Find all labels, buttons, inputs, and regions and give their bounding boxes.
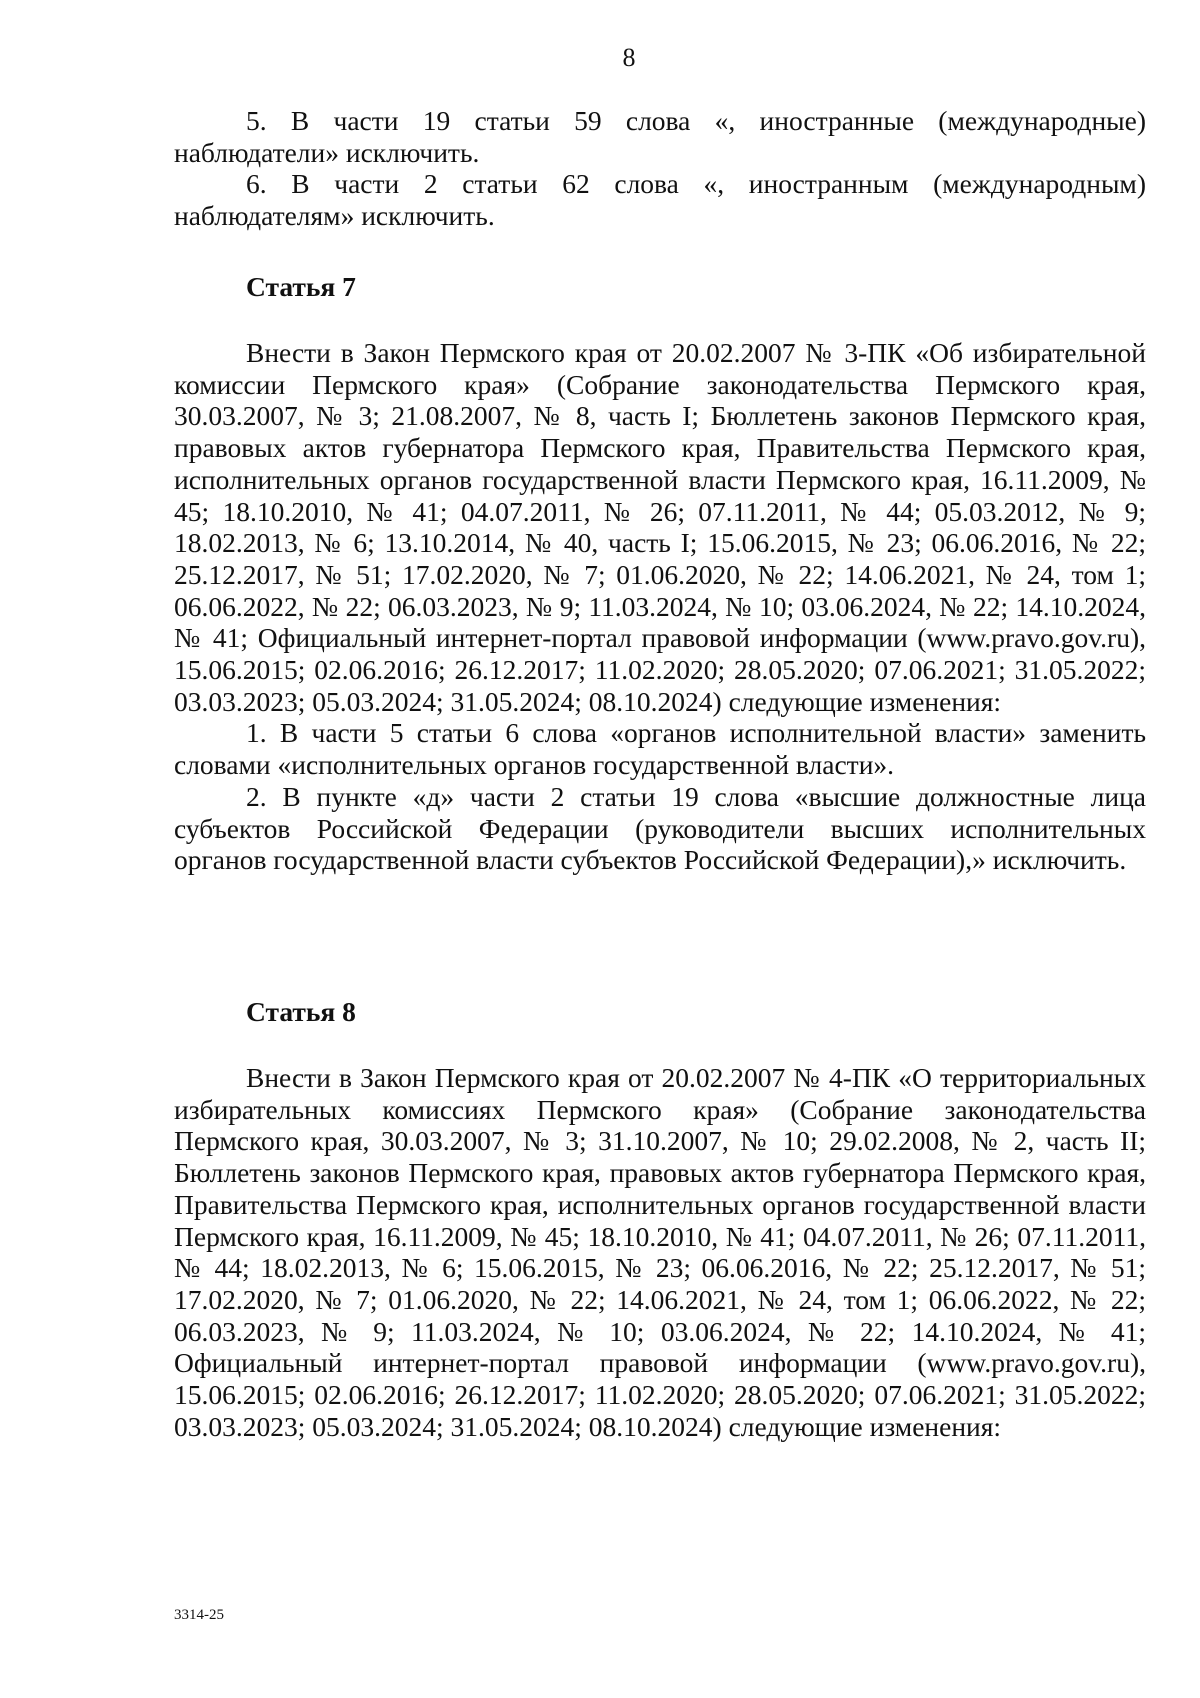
article-7-body xyxy=(174,337,1146,876)
amendment-item-6: 6. В части 2 статьи 62 слова «, иностранным (международным) наблюдателям» исключить. xyxy=(174,168,1146,232)
article-8-body xyxy=(174,1062,1146,1442)
article-8-heading-block xyxy=(174,996,1146,1028)
article-8-intro: Внести в Закон Пермского края от 20.02.2007 № 4-ПК «О территориальных избирательных комиссиях Пермского края» (Собрание законодательства Пермского края, 30.03.2007, № 3; 31.10.2007, № 10; 29.02.2008, № 2, часть II; Бюллетень законов Пермского края, правовых актов губернатора Пермского края, Правительства Пермского края, исполнительных органов государственной власти Пермского края, 16.11.2009, № 45; 18.10.2010, № 41; 04.07.2011, № 26; 07.11.2011, № 44; 18.02.2013, № 6; 15.06.2015, № 23; 06.06.2016, № 22; 25.12.2017, № 51; 17.02.2020, № 7; 01.06.2020, № 22; 14.06.2021, № 24, том 1; 06.06.2022, № 22; 06.03.2023, № 9; 11.03.2024, № 10; 03.06.2024, № 22; 14.10.2024, № 41; Официальный интернет-портал правовой информации (www.pravo.gov.ru), 15.06.2015; 02.06.2016; 26.12.2017; 11.02.2020; 28.05.2020; 07.06.2021; 31.05.2022; 03.03.2023; 05.03.2024; 31.05.2024; 08.10.2024) следующие изменения: xyxy=(174,1062,1146,1442)
article-8-heading: Статья 8 xyxy=(246,996,356,1027)
amendment-items-top xyxy=(174,105,1146,232)
amendment-item-5: 5. В части 19 статьи 59 слова «, иностранные (международные) наблюдатели» исключить. xyxy=(174,105,1146,168)
page-number: 8 xyxy=(622,43,636,72)
article-7-heading-block xyxy=(174,271,1146,303)
article-7-heading: Статья 7 xyxy=(246,271,356,302)
article-7-intro: Внести в Закон Пермского края от 20.02.2007 № 3-ПК «Об избирательной комиссии Пермского края» (Собрание законодательства Пермского края, 30.03.2007, № 3; 21.08.2007, № 8, часть I; Бюллетень законов Пермского края, правовых актов губернатора Пермского края, Правительства Пермского края, исполнительных органов государственной власти Пермского края, 16.11.2009, № 45; 18.10.2010, № 41; 04.07.2011, № 26; 07.11.2011, № 44; 05.03.2012, № 9; 18.02.2013, № 6; 13.10.2014, № 40, часть I; 15.06.2015, № 23; 06.06.2016, № 22; 25.12.2017, № 51; 17.02.2020, № 7; 01.06.2020, № 22; 14.06.2021, № 24, том 1; 06.06.2022, № 22; 06.03.2023, № 9; 11.03.2024, № 10; 03.06.2024, № 22; 14.10.2024, № 41; Официальный интернет-портал правовой информации (www.pravo.gov.ru), 15.06.2015; 02.06.2016; 26.12.2017; 11.02.2020; 28.05.2020; 07.06.2021; 31.05.2022; 03.03.2023; 05.03.2024; 31.05.2024; 08.10.2024) следующие изменения: xyxy=(174,337,1146,717)
document-code: 3314-25 xyxy=(174,1607,224,1623)
article-7-item-1: 1. В части 5 статьи 6 слова «органов исполнительной власти» заменить словами «исполнительных органов государственной власти». xyxy=(174,717,1146,781)
article-7-item-2: 2. В пункте «д» части 2 статьи 19 слова «высшие должностные лица субъектов Российской Федерации (руководители высших исполнительных органов государственной власти субъектов Российской Федерации),» исключить. xyxy=(174,780,1146,876)
